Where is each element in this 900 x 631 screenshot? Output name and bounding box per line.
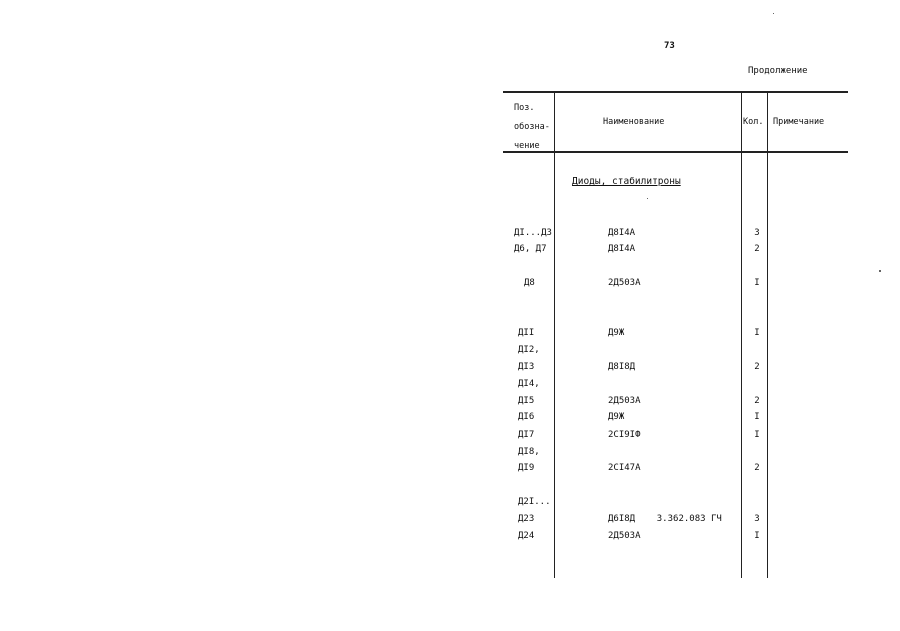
- row-12-qty: 2: [754, 463, 760, 473]
- row-8-qty: 2: [754, 396, 760, 406]
- row-2-pos: Д6, Д7: [514, 244, 547, 254]
- column-divider-1: [554, 92, 555, 578]
- row-4-name: Д9Ж: [608, 328, 625, 338]
- scan-speck: [773, 13, 774, 14]
- row-9-qty: I: [754, 412, 760, 422]
- row-9-pos: ДI6: [518, 412, 535, 422]
- continuation-label: Продолжение: [748, 66, 808, 76]
- header-note: Примечание: [773, 117, 825, 127]
- row-3-qty: I: [754, 278, 760, 288]
- row-9-name: Д9Ж: [608, 412, 625, 422]
- header-pos-line-2: обозна-: [514, 122, 550, 132]
- header-pos: [514, 99, 550, 156]
- row-8-name: 2Д503А: [608, 396, 641, 406]
- row-6-pos: ДI3: [518, 362, 535, 372]
- scan-speck: [879, 270, 881, 272]
- scan-speck: [647, 198, 648, 199]
- row-7-pos: ДI4,: [518, 379, 540, 389]
- row-4-pos: ДII: [518, 328, 535, 338]
- row-11-pos: ДI8,: [518, 447, 540, 457]
- row-15-pos: Д24: [518, 531, 535, 541]
- page-number: 73: [664, 41, 675, 51]
- row-2-qty: 2: [754, 244, 760, 254]
- row-12-name: 2СI47А: [608, 463, 641, 473]
- row-3-name: 2Д503А: [608, 278, 641, 288]
- row-6-name: Д8I8Д: [608, 362, 636, 372]
- row-1-qty: 3: [754, 228, 760, 238]
- row-3-pos: Д8: [524, 278, 535, 288]
- header-pos-line-1: Поз.: [514, 103, 535, 113]
- row-12-pos: ДI9: [518, 463, 535, 473]
- row-5-pos: ДI2,: [518, 345, 540, 355]
- row-1-pos: ДI...Д3: [514, 228, 552, 238]
- row-15-qty: I: [754, 531, 760, 541]
- row-14-name: Д6I8Д 3.362.083 ГЧ: [608, 514, 722, 524]
- row-1-name: Д8I4А: [608, 228, 636, 238]
- row-8-pos: ДI5: [518, 396, 535, 406]
- column-divider-2: [741, 92, 742, 578]
- row-2-name: Д8I4А: [608, 244, 636, 254]
- header-qty: Кол.: [743, 117, 764, 127]
- row-10-name: 2СI9IФ: [608, 430, 641, 440]
- row-14-qty: 3: [754, 514, 760, 524]
- column-divider-3: [767, 92, 768, 578]
- row-13-pos: Д2I...: [518, 497, 551, 507]
- row-10-qty: I: [754, 430, 760, 440]
- row-4-qty: I: [754, 328, 760, 338]
- header-pos-line-3: чение: [514, 141, 540, 151]
- row-10-pos: ДI7: [518, 430, 535, 440]
- header-name: Наименование: [603, 117, 665, 127]
- row-14-pos: Д23: [518, 514, 535, 524]
- section-title: Диоды, стабилитроны: [572, 176, 681, 187]
- row-15-name: 2Д503А: [608, 531, 641, 541]
- row-6-qty: 2: [754, 362, 760, 372]
